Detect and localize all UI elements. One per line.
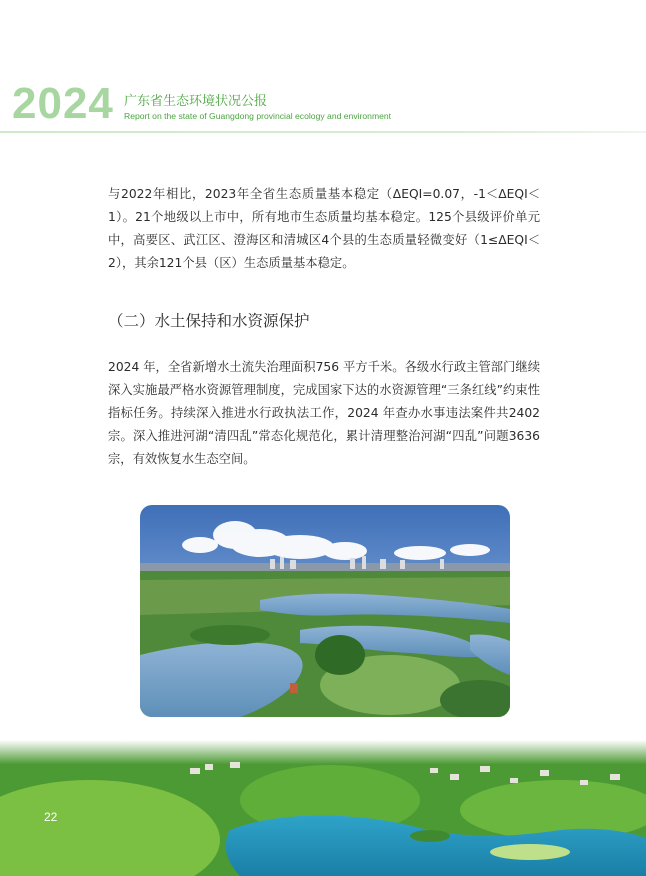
header-divider — [0, 131, 646, 133]
report-title-en: Report on the state of Guangdong provincial ecology and environment — [124, 111, 392, 121]
page-header — [0, 0, 646, 140]
aerial-landscape-photo — [0, 740, 646, 876]
paragraph-eco-quality: 与2022年相比，2023年全省生态质量基本稳定（ΔEQI=0.07，-1＜ΔEQI＜1）。21个地级以上市中，所有地市生态质量均基本稳定。125个县级评价单元中，高要区、武江区、澄海区和清城区4个县的生态质量轻微变好（1≤ΔEQI＜2），其余121个县（区）生态质量基本稳定。 — [108, 187, 540, 270]
report-title-cn: 广东省生态环境状况公报 — [124, 94, 268, 109]
page-number: 22 — [44, 810, 58, 824]
river-landscape-photo — [140, 505, 510, 717]
section-heading: （二）水土保持和水资源保护 — [108, 312, 310, 330]
report-year: 2024 — [12, 79, 114, 128]
paragraph-water-soil: 2024 年，全省新增水土流失治理面积756 平方千米。各级水行政主管部门继续深入实施最严格水资源管理制度，完成国家下达的水资源管理“三条红线”约束性指标任务。持续深入推进水行政执法工作，2024 年查办水事违法案件共2402 宗。深入推进河湖“清四乱”常态化规范化，累计清理整治河湖“四乱”问题3636 宗，有效恢复水生态空间。 — [108, 360, 540, 466]
